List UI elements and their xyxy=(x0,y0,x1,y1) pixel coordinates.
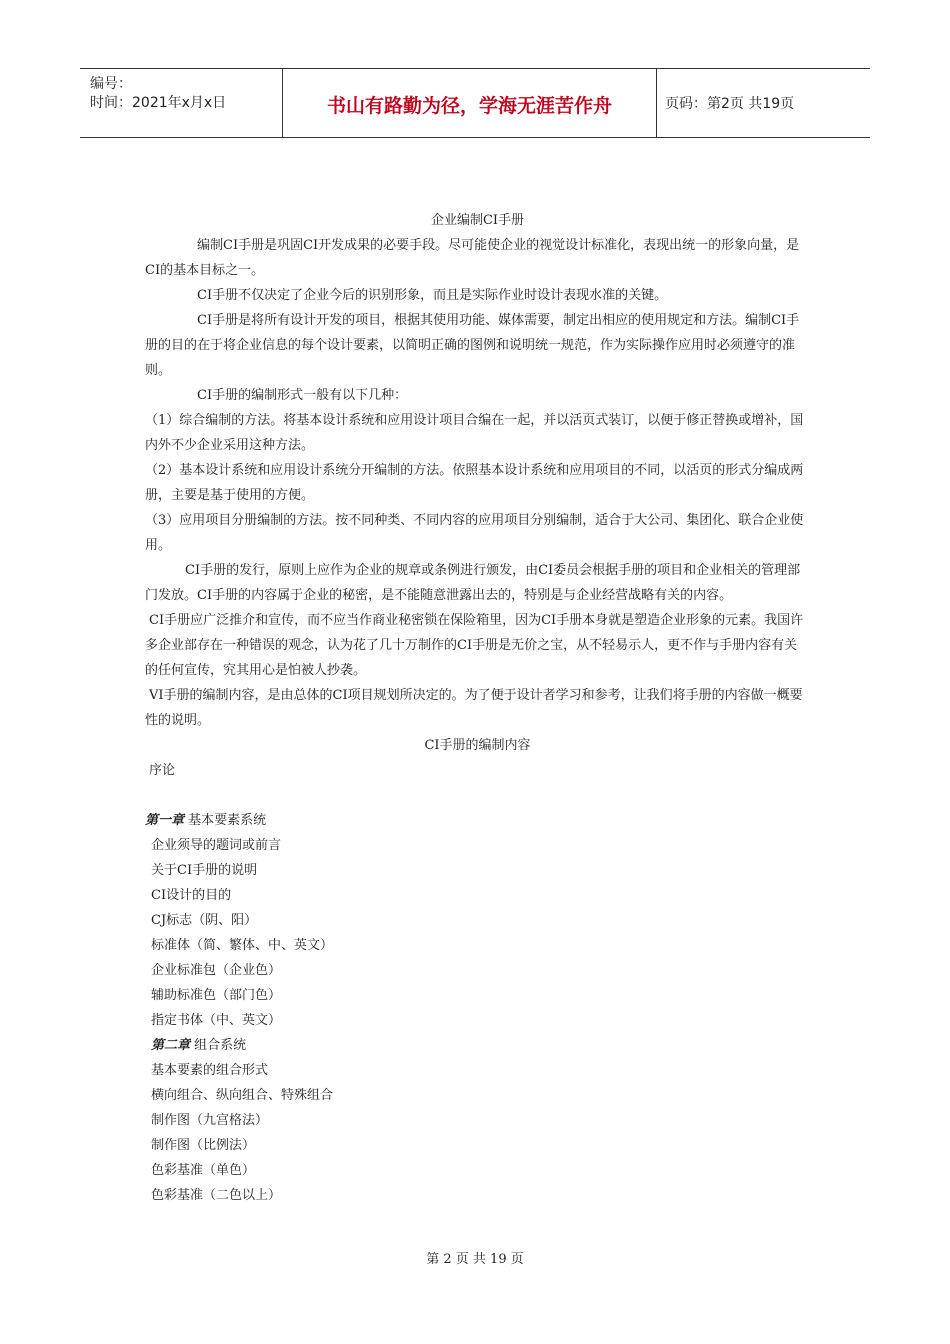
chapter-2-title: 组合系统 xyxy=(194,1038,247,1053)
paragraph-7: VI手册的编制内容，是由总体的CI项目规划所决定的。为了便于设计者学习和参考，让我们将手册的内容做一概要性的说明。 xyxy=(145,688,803,728)
chapter-1-heading xyxy=(145,808,810,833)
page-header xyxy=(80,68,870,138)
page-footer: 第 2 页 共 19 页 xyxy=(426,1252,524,1267)
chapter-1-label: 第一章 xyxy=(145,813,185,828)
list-item: 辅助标准色（部门色） xyxy=(151,988,282,1003)
header-motto-cell xyxy=(283,69,657,137)
list-item: 标准体（简、繁体、中、英文） xyxy=(151,938,334,953)
motto: 书山有路勤为径，学海无涯苦作舟 xyxy=(326,95,612,117)
paragraph-6: CI手册应广泛推介和宣传，而不应当作商业秘密锁在保险箱里，因为CI手册本身就是塑造企业形象的元素。我国许多企业部存在一种错误的观念，认为花了几十万制作的CI手册是无价之宝，从不轻易示人，更不作与手册内容有关的任何宣传，究其用心是怕被人抄袭。 xyxy=(145,613,804,678)
list-item: 企业须导的题词或前言 xyxy=(151,838,282,853)
paragraph-1: 编制CI手册是巩固CI开发成果的必要手段。尽可能使企业的视觉设计标准化，表现出统一的形象向量，是CI的基本目标之一。 xyxy=(145,238,800,278)
blank-line xyxy=(145,783,810,808)
paragraph-2: CI手册不仅决定了企业今后的识别形象，而且是实际作业时设计表现水准的关键。 xyxy=(197,288,668,303)
chapter-1-title: 基本要素系统 xyxy=(188,813,267,828)
date-line: 时间：2021年x月x日 xyxy=(90,95,227,111)
page-info: 页码：第2页 共19页 xyxy=(665,96,795,112)
header-page-cell xyxy=(657,69,870,137)
list-item-2: （2）基本设计系统和应用设计系统分开编制的方法。依照基本设计系统和应用项目的不同，以活页的形式分编成两册，主要是基于使用的方便。 xyxy=(145,463,804,503)
list-item: CI设计的目的 xyxy=(151,888,232,903)
list-item: 制作图（九宫格法） xyxy=(151,1113,269,1128)
list-item: 色彩基准（二色以上） xyxy=(151,1188,282,1203)
list-item: 色彩基准（单色） xyxy=(151,1163,256,1178)
paragraph-4: CI手册的编制形式一般有以下几种： xyxy=(197,388,408,403)
chapter-2-heading xyxy=(145,1033,810,1058)
list-item: CJ标志（阴、阳） xyxy=(151,913,258,928)
list-item-3: （3）应用项目分册编制的方法。按不同种类、不同内容的应用项目分别编制，适合于大公司、集团化、联合企业使用。 xyxy=(145,513,804,553)
list-item: 指定书体（中、英文） xyxy=(151,1013,282,1028)
doc-title: 企业编制CI手册 xyxy=(430,213,525,228)
list-item: 关于CI手册的说明 xyxy=(151,863,258,878)
paragraph-5: CI手册的发行，原则上应作为企业的规章或条例进行颁发，由CI委员会根据手册的项目和企业相关的管理部门发放。CI手册的内容属于企业的秘密，是不能随意泄露出去的，特别是与企业经营战略有关的内容。 xyxy=(145,563,801,603)
list-item: 横向组合、纵向组合、特殊组合 xyxy=(151,1088,334,1103)
preface: 序论 xyxy=(149,763,176,778)
list-item: 基本要素的组合形式 xyxy=(151,1063,269,1078)
paragraph-3: CI手册是将所有设计开发的项目，根据其使用功能、媒体需要，制定出相应的使用规定和方法。编制CI手册的目的在于将企业信息的每个设计要素，以简明正确的图例和说明统一规范，作为实际操作应用时必须遵守的准则。 xyxy=(145,313,800,378)
list-item: 制作图（比例法） xyxy=(151,1138,256,1153)
header-info-cell xyxy=(80,69,283,137)
list-item: 企业标准包（企业色） xyxy=(151,963,282,978)
list-item-1: （1）综合编制的方法。将基本设计系统和应用设计项目合编在一起，并以活页式装订，以便于修正替换或增补，国内外不少企业采用这种方法。 xyxy=(145,413,804,453)
section-subtitle: CI手册的编制内容 xyxy=(424,738,531,753)
number-label: 编号： xyxy=(90,76,132,92)
document-body xyxy=(145,208,810,1208)
chapter-2-label: 第二章 xyxy=(151,1038,191,1053)
